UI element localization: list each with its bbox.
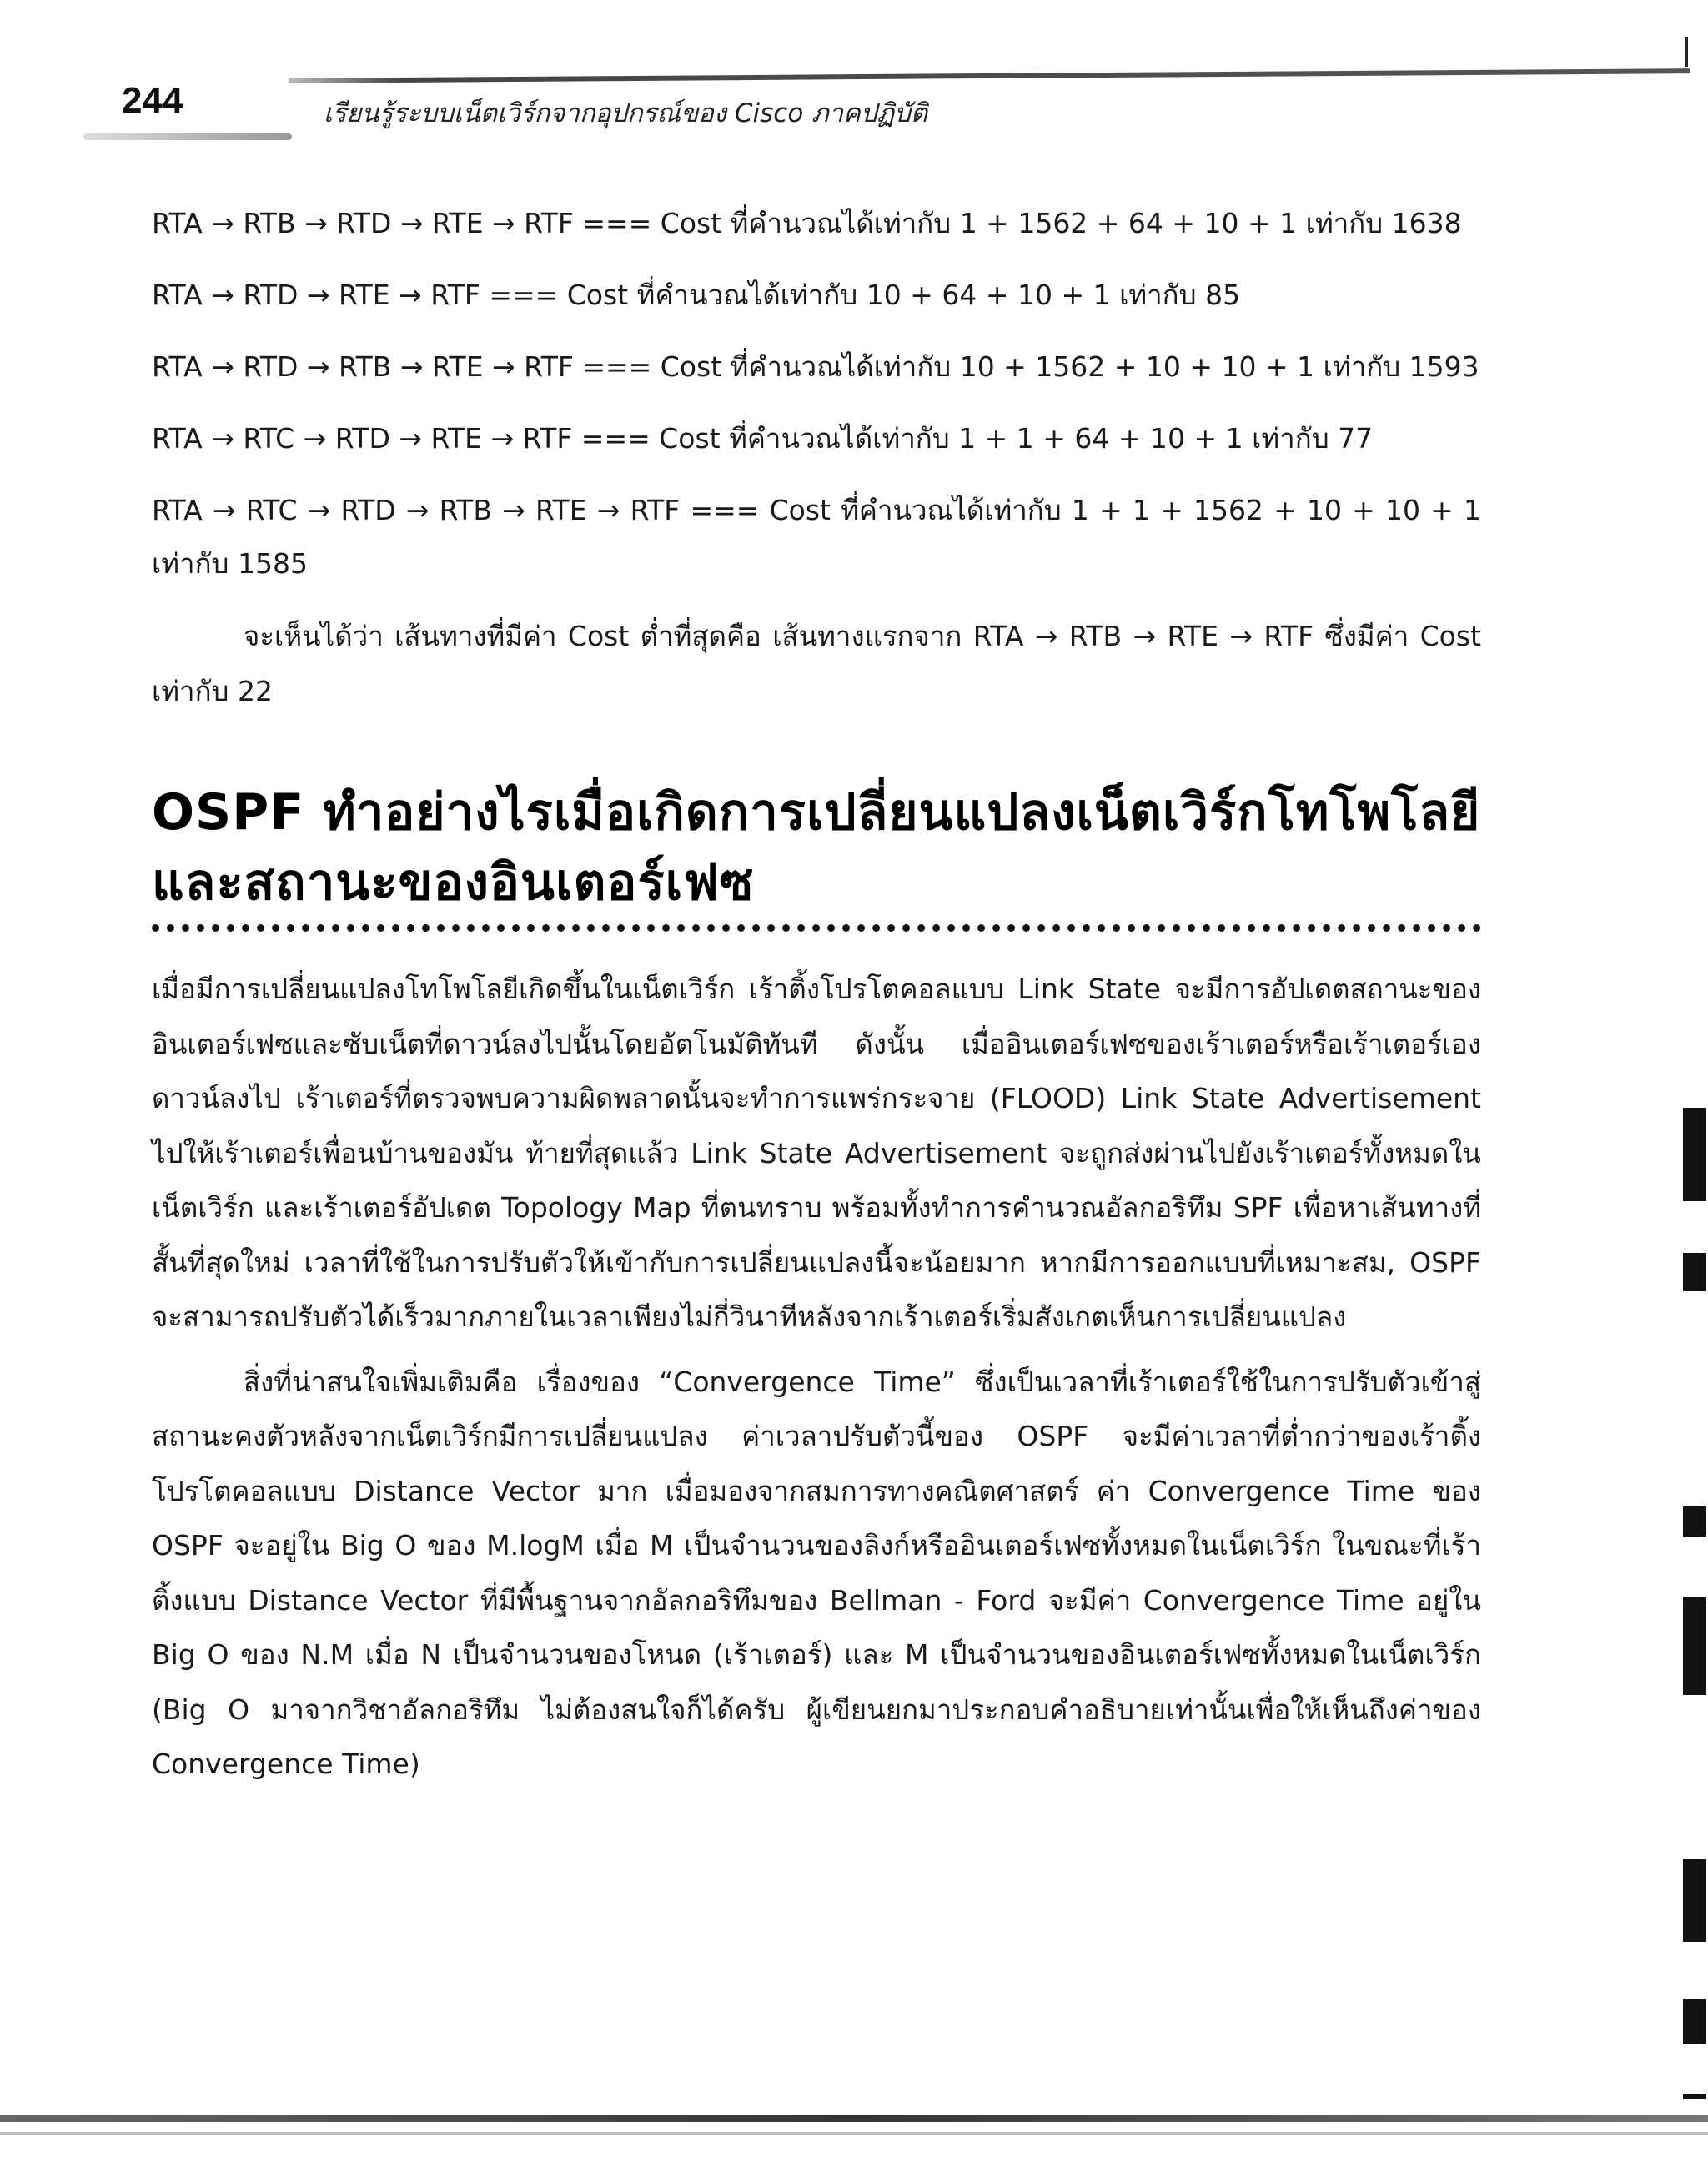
section-heading (152, 777, 1481, 918)
footer-rule-thin (0, 2132, 1708, 2135)
page-number: 244 (122, 80, 183, 121)
route-line-2: RTA → RTD → RTE → RTF === Cost ที่คำนวณได้เท่ากับ 10 + 64 + 10 + 1 เท่ากับ 85 (152, 279, 1241, 311)
body-paragraph-2: สิ่งที่น่าสนใจเพิ่มเติมคือ เรื่องของ “Convergence Time” ซึ่งเป็นเวลาที่เร้าเตอร์ใช้ในการปรับตัวเข้าสู่สถานะคงตัวหลังจากเน็ตเวิร์กมีการเปลี่ยนแปลง ค่าเวลาปรับตัวนี้ของ OSPF จะมีค่าเวลาที่ต่ำกว่าของเร้าติ้งโปรโตคอลแบบ Distance Vector มาก เมื่อมองจากสมการทางคณิตศาสตร์ ค่า Convergence Time ของ OSPF จะอยู่ใน Big O ของ M.logM เมื่อ M เป็นจำนวนของลิงก์หรืออินเตอร์เฟซทั้งหมดในเน็ตเวิร์ก ในขณะที่เร้าติ้งแบบ Distance Vector ที่มีพื้นฐานจากอัลกอริทึมของ Bellman - Ford จะมีค่า Convergence Time อยู่ใน Big O ของ N.M เมื่อ N เป็นจำนวนของโหนด (เร้าเตอร์) และ M เป็นจำนวนของอินเตอร์เฟซทั้งหมดในเน็ตเวิร์ก (Big O มาจากวิชาอัลกอริทึม ไม่ต้องสนใจก็ได้ครับ ผู้เขียนยกมาประกอบคำอธิบายเท่านั้นเพื่อให้เห็นถึงค่าของ Convergence Time) (152, 1365, 1481, 1780)
body-paragraph-1: เมื่อมีการเปลี่ยนแปลงโทโพโลยีเกิดขึ้นในเน็ตเวิร์ก เร้าติ้งโปรโตคอลแบบ Link State จะมีการอัปเดตสถานะของอินเตอร์เฟซและซับเน็ตที่ดาวน์ลงไปนั้นโดยอัตโนมัติทันที ดังนั้น เมื่ออินเตอร์เฟซของเร้าเตอร์หรือเร้าเตอร์เองดาวน์ลงไป เร้าเตอร์ที่ตรวจพบความผิดพลาดนั้นจะทำการแพร่กระจาย (FLOOD) Link State Advertisement ไปให้เร้าเตอร์เพื่อนบ้านของมัน ท้ายที่สุดแล้ว Link State Advertisement จะถูกส่งผ่านไปยังเร้าเตอร์ทั้งหมดในเน็ตเวิร์ก และเร้าเตอร์อัปเดต Topology Map ที่ตนทราบ พร้อมทั้งทำการคำนวณอัลกอริทึม SPF เพื่อหาเส้นทางที่สั้นที่สุดใหม่ เวลาที่ใช้ในการปรับตัวให้เข้ากับการเปลี่ยนแปลงนี้จะน้อยมาก หากมีการออกแบบที่เหมาะสม, OSPF จะสามารถปรับตัวได้เร็วมากภายในเวลาเพียงไม่กี่วินาทีหลังจากเร้าเตอร์เริ่มสังเกตเห็นการเปลี่ยนแปลง (152, 973, 1481, 1333)
edge-mark-5 (1683, 1859, 1706, 1942)
footer-rule (0, 2115, 1708, 2122)
route-line-5: RTA → RTC → RTD → RTB → RTE → RTF === Cost ที่คำนวณได้เท่ากับ 1 + 1 + 1562 + 10 + 10 + 1 เท่ากับ 1585 (152, 494, 1481, 580)
section-heading-line-1: OSPF ทำอย่างไรเมื่อเกิดการเปลี่ยนแปลงเน็ตเวิร์กโทโพโลยี (152, 783, 1481, 842)
summary-paragraph: จะเห็นได้ว่า เส้นทางที่มีค่า Cost ต่ำที่สุดคือ เส้นทางแรกจาก RTA → RTB → RTE → RTF ซึ่งมีค่า Cost เท่ากับ 22 (152, 620, 1481, 707)
route-line-3: RTA → RTD → RTB → RTE → RTF === Cost ที่คำนวณได้เท่ากับ 10 + 1562 + 10 + 10 + 1 เท่ากับ 1593 (152, 350, 1479, 383)
corner-mark (1685, 37, 1688, 67)
section-heading-line-2: และสถานะของอินเตอร์เฟซ (152, 853, 755, 912)
header-swoosh (83, 133, 292, 140)
route-line-1: RTA → RTB → RTD → RTE → RTF === Cost ที่คำนวณได้เท่ากับ 1 + 1562 + 64 + 10 + 1 เท่ากับ 1638 (152, 207, 1462, 239)
edge-mark-4 (1683, 1597, 1706, 1695)
dotted-heading-rule (152, 924, 1481, 932)
edge-mark-2 (1683, 1253, 1706, 1291)
header-rule (289, 68, 1690, 83)
page-content (152, 197, 1481, 1792)
edge-mark-6 (1683, 1999, 1706, 2044)
route-line-4: RTA → RTC → RTD → RTE → RTF === Cost ที่คำนวณได้เท่ากับ 1 + 1 + 64 + 10 + 1 เท่ากับ 77 (152, 422, 1374, 455)
edge-mark-1 (1683, 1108, 1706, 1201)
edge-mark-3 (1683, 1506, 1706, 1537)
page-header (0, 0, 1708, 158)
edge-mark-7 (1683, 2094, 1706, 2099)
running-title: เรียนรู้ระบบเน็ตเวิร์กจากอุปกรณ์ของ Cisco ภาคปฏิบัติ (324, 98, 928, 128)
